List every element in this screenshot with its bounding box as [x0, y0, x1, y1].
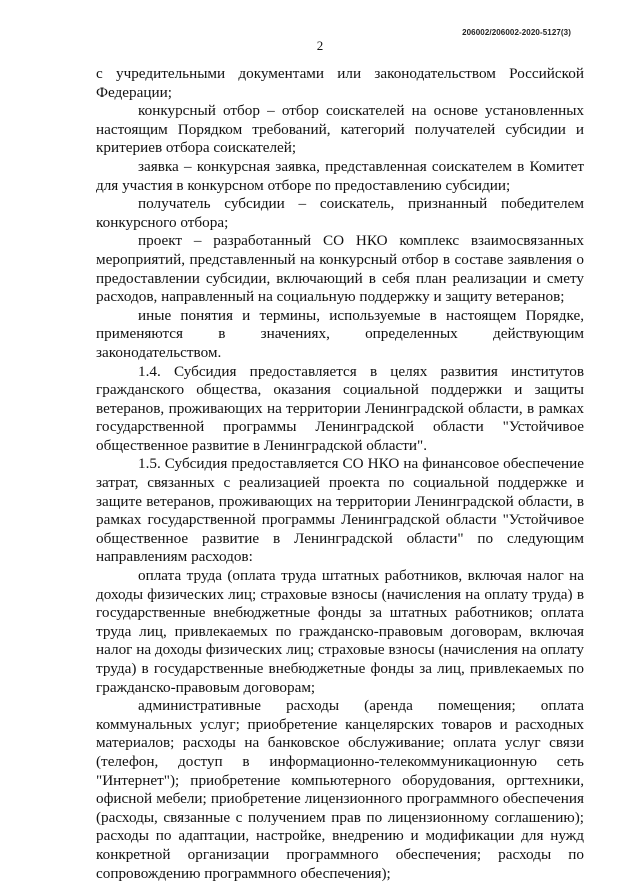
- paragraph: оплата труда (оплата труда штатных работников, включая налог на доходы физических лиц; страховые взносы (начисления на оплату труда) в государственные внебюджетные фонды за штатных работников; оплата труда лиц, привлекаемых по гражданско-правовым договорам, включая налог на доходы физических лиц; страховые взносы (начисления на оплату труда) в государственные внебюджетные фонды за лиц, привлекаемых по гражданско-правовым договорам;: [96, 567, 585, 696]
- paragraph: 1.4. Субсидия предоставляется в целях развития институтов гражданского общества, оказания социальной поддержки и защиты ветеранов, проживающих на территории Ленинградской области, в рамках государственной программы Ленинградской области "Устойчивое общественное развитие в Ленинградской области".: [96, 362, 584, 454]
- paragraph: с учредительными документами или законодательством Российской Федерации;: [96, 65, 584, 101]
- page-number: 2: [316, 38, 324, 53]
- paragraph: 1.5. Субсидия предоставляется СО НКО на финансовое обеспечение затрат, связанных с реализацией проекта по социальной поддержке и защите ветеранов, проживающих на территории Ленинградской области, в рамках государственной программы Ленинградской области "Устойчивое общественное развитие в Ленинградской области" по следующим направлениям расходов:: [96, 455, 584, 566]
- document-id: 206002/206002-2020-5127(3): [462, 28, 571, 37]
- paragraph: конкурсный отбор – отбор соискателей на основе установленных настоящим Порядком требований, категорий получателей субсидии и критериев отбора соискателей;: [96, 102, 584, 157]
- paragraph: административные расходы (аренда помещения; оплата коммунальных услуг; приобретение канцелярских товаров и расходных материалов; расходы на банковское обслуживание; оплата услуг связи (телефон, доступ в информационно-телекоммуникационную сеть "Интернет"); приобретение компьютерного оборудования, оргтехники, офисной мебели; приобретение лицензионного программного обеспечения (расходы, связанные с получением прав по лицензионному соглашению); расходы по адаптации, настройке, внедрению и модификации для нужд конкретной организации программного обеспечения; расходы по сопровождению программного обеспечения);: [96, 697, 584, 882]
- document-body: [96, 65, 584, 883]
- paragraph: получатель субсидии – соискатель, признанный победителем конкурсного отбора;: [96, 195, 584, 231]
- paragraph: заявка – конкурсная заявка, представленная соискателем в Комитет для участия в конкурсном отборе по предоставлению субсидии;: [96, 157, 584, 194]
- paragraph: проект – разработанный СО НКО комплекс взаимосвязанных мероприятий, представленный на конкурсный отбор в составе заявления о предоставлении субсидии, включающий в себя план реализации и смету расходов, направленный на социальную поддержку и защиту ветеранов;: [96, 232, 584, 306]
- paragraph: иные понятия и термины, используемые в настоящем Порядке, применяются в значениях, определенных действующим законодательством.: [96, 306, 584, 361]
